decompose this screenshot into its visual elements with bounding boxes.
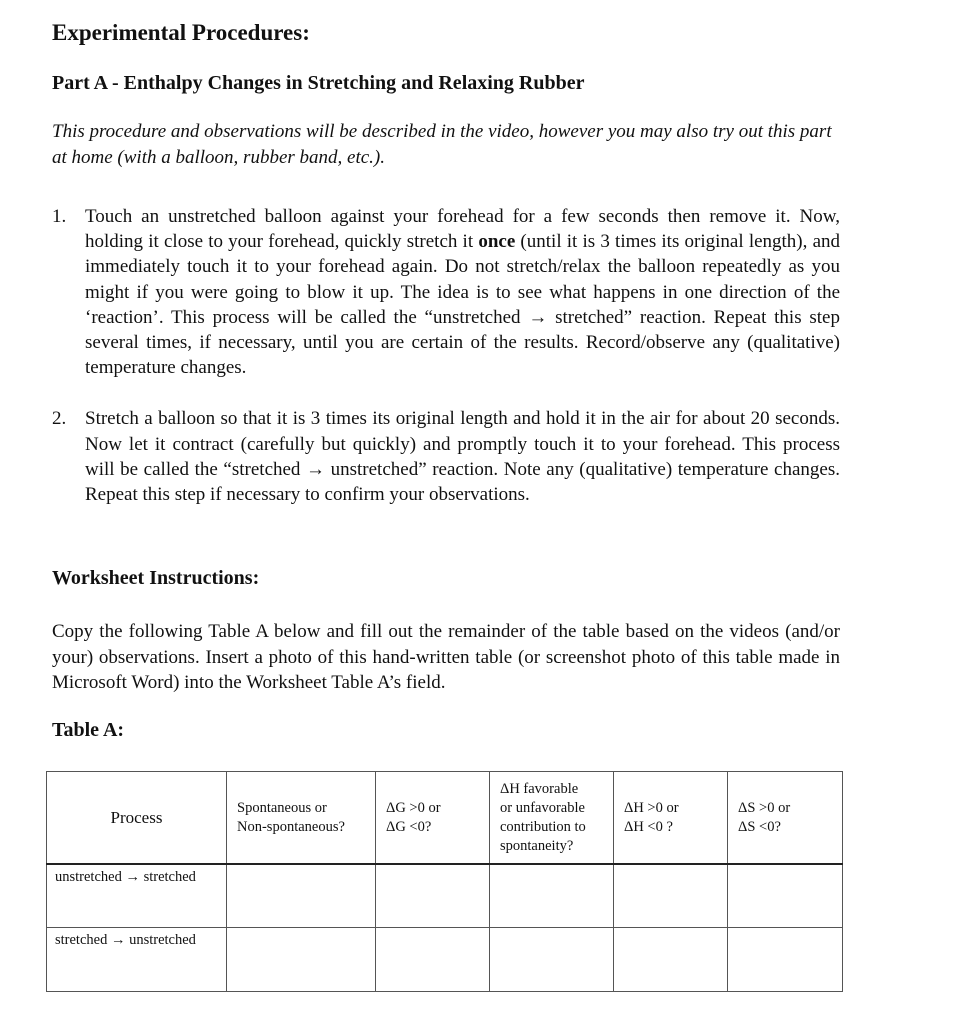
step-number: 2. bbox=[52, 408, 67, 430]
worksheet-title: Worksheet Instructions: bbox=[52, 567, 260, 589]
table-title: Table A: bbox=[52, 719, 125, 741]
header-delta-s: ΔS >0 or ΔS <0? bbox=[728, 772, 843, 865]
process-cell: unstretched → stretched bbox=[47, 864, 227, 928]
procedure-step-1 bbox=[52, 204, 840, 380]
table-row bbox=[47, 928, 843, 992]
table-cell bbox=[376, 864, 490, 928]
step-text: Stretch a balloon so that it is 3 times its original length and hold it in the air for about 20 seconds. Now let it contract (carefully but quickly) and promptly touch it to your forehead. This process will be called the “stretched → unstretched” reaction. Note any (qualitative) temperature changes. Repeat this step if necessary to confirm your observations. bbox=[85, 408, 840, 506]
table-cell bbox=[490, 928, 614, 992]
table-cell bbox=[728, 864, 843, 928]
table-cell bbox=[614, 928, 728, 992]
header-delta-h: ΔH >0 or ΔH <0 ? bbox=[614, 772, 728, 865]
step-text: Touch an unstretched balloon against your forehead for a few seconds then remove it. Now, holding it close to your forehead, quickly stretch it bbox=[85, 206, 840, 253]
step-emphasis: once bbox=[478, 231, 516, 253]
table-cell bbox=[614, 864, 728, 928]
process-cell: stretched → unstretched bbox=[47, 928, 227, 992]
step-number: 1. bbox=[52, 206, 67, 227]
procedure-step-2 bbox=[52, 406, 840, 507]
table-cell bbox=[376, 928, 490, 992]
table-cell bbox=[227, 928, 376, 992]
header-delta-g: ΔG >0 or ΔG <0? bbox=[376, 772, 490, 865]
table-row bbox=[47, 864, 843, 928]
header-process: Process bbox=[47, 772, 227, 865]
worksheet-instructions: Copy the following Table A below and fill out the remainder of the table based on the videos (and/or your) observations. Insert a photo of this hand-written table (or screenshot photo of this table made in Microsoft Word) into the Worksheet Table A’s field. bbox=[52, 621, 840, 693]
part-a-title: Part A - Enthalpy Changes in Stretching and Relaxing Rubber bbox=[52, 72, 585, 94]
table-cell bbox=[728, 928, 843, 992]
header-spontaneous: Spontaneous or Non-spontaneous? bbox=[227, 772, 376, 865]
page-title: Experimental Procedures: bbox=[52, 20, 310, 45]
table-cell bbox=[227, 864, 376, 928]
table-header-row bbox=[47, 772, 843, 865]
procedure-steps bbox=[52, 204, 840, 507]
header-delta-h-favorable: ΔH favorable or unfavorable contribution to spontaneity? bbox=[490, 772, 614, 865]
table-a bbox=[46, 771, 843, 992]
table-cell bbox=[490, 864, 614, 928]
intro-paragraph: This procedure and observations will be described in the video, however you may also try out this part at home (with a balloon, rubber band, etc.). bbox=[52, 121, 832, 168]
step-text: (until it is 3 times its original length), and immediately touch it to your forehead again. Do not stretch/relax the balloon repeatedly as you might if you were going to blow it up. The idea is to see what happens in one direction of the ‘reaction’. This process will be called the “unstretched → stretched” reaction. Repeat this step several times, if necessary, until you are certain of the results. Record/observe any (qualitative) temperature changes. bbox=[85, 231, 840, 379]
